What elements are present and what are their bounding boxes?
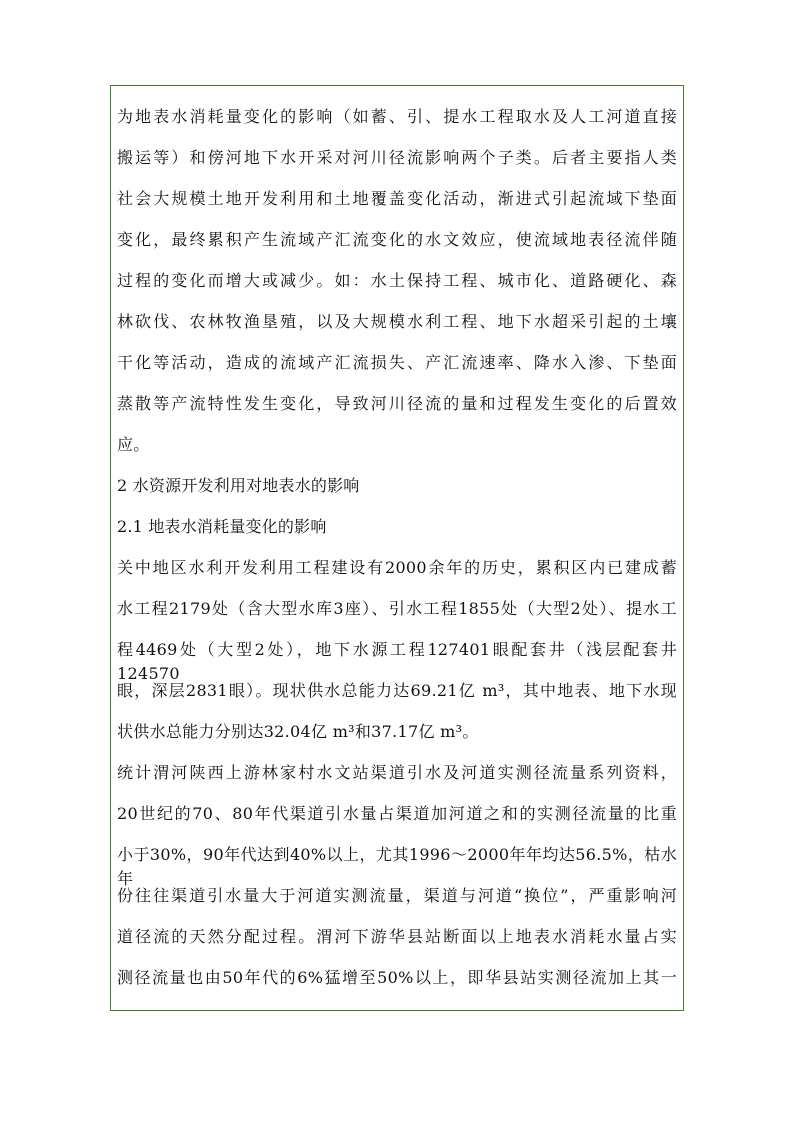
section-heading-2: 2 水资源开发利用对地表水的影响: [117, 476, 360, 495]
text-line-19: 小于30%，90年代达到40%以上，尤其1996～2000年年均达56.5%，枯水年: [117, 845, 677, 888]
section-heading-2-1: 2.1 地表水消耗量变化的影响: [117, 517, 327, 536]
text-line-17: 统计渭河陕西上游林家村水文站渠道引水及河道实测径流量系列资料，: [117, 763, 677, 782]
text-line-16: 状供水总能力分别达32.04亿 m³和37.17亿 m³。: [117, 722, 479, 741]
text-line-6: 林砍伐、农林牧渔垦殖，以及大规模水利工程、地下水超采引起的土壤: [117, 312, 677, 331]
text-line-18: 20世纪的70、80年代渠道引水量占渠道加河道之和的实测径流量的比重: [117, 804, 677, 823]
text-line-2: 搬运等）和傍河地下水开采对河川径流影响两个子类。后者主要指人类: [117, 148, 677, 167]
text-line-14: 程4469处（大型2处），地下水源工程127401眼配套井（浅层配套井124570: [117, 640, 677, 683]
text-line-13: 水工程2179处（含大型水库3座）、引水工程1855处（大型2处）、提水工: [117, 599, 677, 618]
text-line-7: 干化等活动，造成的流域产汇流损失、产汇流速率、降水入渗、下垫面: [117, 353, 677, 372]
text-line-15: 眼，深层2831眼）。现状供水总能力达69.21亿 m³，其中地表、地下水现: [117, 681, 677, 700]
text-line-8: 蒸散等产流特性发生变化，导致河川径流的量和过程发生变化的后置效: [117, 394, 677, 413]
text-line-9: 应。: [117, 435, 150, 454]
text-line-20: 份往往渠道引水量大于河道实测流量，渠道与河道“换位”，严重影响河: [117, 886, 677, 905]
text-line-12: 关中地区水利开发利用工程建设有2000余年的历史，累积区内已建成蓄: [117, 558, 677, 577]
text-line-4: 变化，最终累积产生流域产汇流变化的水文效应，使流域地表径流伴随: [117, 230, 677, 249]
text-line-1: 为地表水消耗量变化的影响（如蓄、引、提水工程取水及人工河道直接: [117, 107, 677, 126]
text-line-22: 测径流量也由50年代的6%猛增至50%以上，即华县站实测径流加上其一: [117, 968, 677, 987]
text-line-5: 过程的变化而增大或减少。如：水土保持工程、城市化、道路硬化、森: [117, 271, 677, 290]
text-line-21: 道径流的天然分配过程。渭河下游华县站断面以上地表水消耗水量占实: [117, 927, 677, 946]
text-line-3: 社会大规模土地开发利用和土地覆盖变化活动，渐进式引起流域下垫面: [117, 189, 677, 208]
